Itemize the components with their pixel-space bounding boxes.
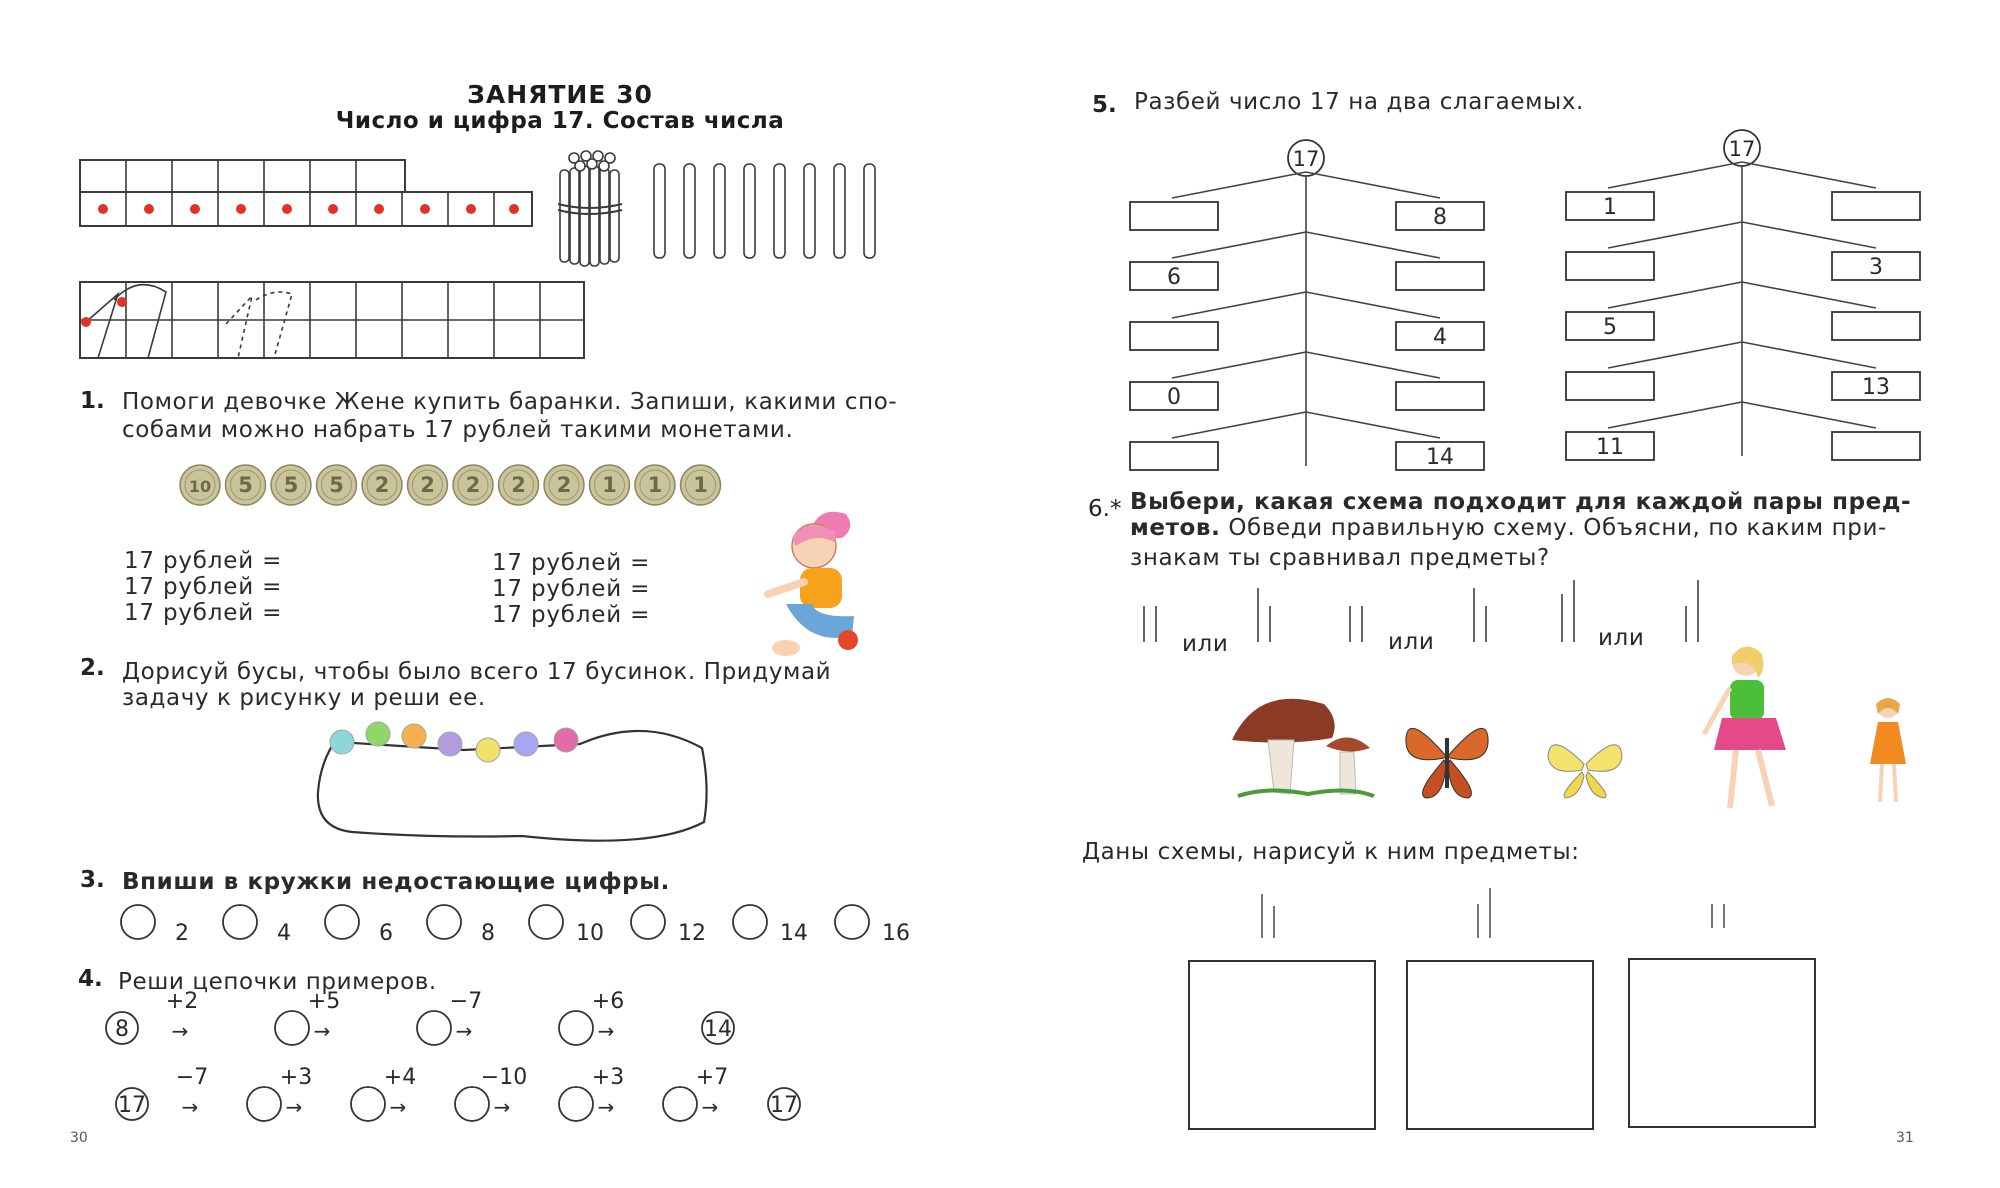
task6-line2-bold: метов. xyxy=(1130,515,1221,541)
small-girl-illustration xyxy=(1862,694,1916,812)
tree2-right-box xyxy=(1832,312,1920,340)
tree1-left-box xyxy=(1130,442,1218,470)
tree2-right-box xyxy=(1832,192,1920,220)
sequence-number: 8 xyxy=(481,921,495,946)
tree1-right-box xyxy=(1396,382,1484,410)
given-schemes xyxy=(1180,888,1740,948)
chain2-op: +4 xyxy=(383,1065,417,1090)
mushrooms-illustration xyxy=(1228,690,1378,810)
coin-value: 5 xyxy=(283,473,299,497)
coin-value: 2 xyxy=(420,473,435,497)
or-label-1: или xyxy=(1182,631,1229,657)
tree2-right-box xyxy=(1832,432,1920,460)
lesson-title: ЗАНЯТИЕ 30 xyxy=(467,80,653,109)
tree1-right-value: 14 xyxy=(1426,445,1454,470)
tree2-left-value: 1 xyxy=(1603,195,1617,220)
coin-value: 1 xyxy=(602,473,617,497)
rubles-right-1: 17 рублей = xyxy=(492,550,651,576)
tree1-right-value: 8 xyxy=(1433,205,1447,230)
tree1-branch xyxy=(1172,412,1306,438)
tree2-branch xyxy=(1742,402,1876,428)
tree1-branch xyxy=(1172,352,1306,378)
tree2-right-value: 3 xyxy=(1869,255,1883,280)
chain2-arrow: → xyxy=(701,1095,719,1119)
coin-value: 5 xyxy=(238,473,253,497)
tree1-branch xyxy=(1306,352,1440,378)
chain2-arrow: → xyxy=(493,1095,511,1119)
rubles-right-2: 17 рублей = xyxy=(492,576,651,602)
chain-1 xyxy=(100,990,740,1060)
chain2-arrow: → xyxy=(285,1095,303,1119)
coin-value: 2 xyxy=(556,473,572,497)
chain-2 xyxy=(110,1066,830,1136)
coin-value: 1 xyxy=(693,473,708,497)
chain2-arrow: → xyxy=(597,1095,615,1119)
tree1-branch xyxy=(1172,172,1306,198)
chain1-op: +2 xyxy=(165,989,199,1014)
sequence-number: 16 xyxy=(882,921,910,946)
chain1-empty-circle xyxy=(275,1011,309,1045)
chain1-op: +6 xyxy=(591,989,625,1014)
task2-line1: Дорисуй бусы, чтобы было всего 17 бусинок. Придумай xyxy=(122,659,832,685)
number-tree-2 xyxy=(1564,124,1934,464)
page-number-left: 30 xyxy=(70,1130,88,1146)
coin-value: 5 xyxy=(329,473,344,497)
page-number-right: 31 xyxy=(1896,1130,1914,1146)
bead-icon xyxy=(366,722,390,746)
chain1-op: +5 xyxy=(307,989,341,1014)
empty-circle xyxy=(835,905,869,939)
task6-line2 xyxy=(1130,514,1887,542)
rubles-left-3: 17 рублей = xyxy=(124,600,283,626)
empty-circle xyxy=(631,905,665,939)
coin-value: 1 xyxy=(647,473,663,497)
tree1-branch xyxy=(1306,232,1440,258)
task2-line2: задачу к рисунку и реши ее. xyxy=(122,685,486,711)
chain1-arrow: → xyxy=(455,1019,473,1043)
task1-line1: Помоги девочке Жене купить баранки. Запиши, какими спо- xyxy=(122,389,898,415)
tree1-branch xyxy=(1306,292,1440,318)
tree2-left-box xyxy=(1566,252,1654,280)
coin-value: 2 xyxy=(374,473,390,497)
chain1-start-value: 8 xyxy=(115,1017,129,1042)
bead-icon xyxy=(476,738,500,762)
tree2-branch xyxy=(1742,282,1876,308)
tree1-root-value: 17 xyxy=(1292,147,1320,171)
task3-text: Впиши в кружки недостающие цифры. xyxy=(122,869,670,895)
chain2-op: +3 xyxy=(279,1065,313,1090)
sequence-number: 10 xyxy=(576,921,604,946)
empty-circle xyxy=(529,905,563,939)
task6-line1: Выбери, какая схема подходит для каждой пары пред- xyxy=(1130,489,1912,515)
chain1-op: −7 xyxy=(449,989,483,1014)
chain2-op: +7 xyxy=(695,1065,729,1090)
coin-value: 2 xyxy=(511,473,526,497)
task3-number: 3. xyxy=(80,867,105,893)
sticks-bundle-icon xyxy=(556,150,626,268)
task3-circles xyxy=(112,900,910,946)
bead-icon xyxy=(514,732,538,756)
chain2-op: −7 xyxy=(175,1065,209,1090)
tree1-branch xyxy=(1306,412,1440,438)
big-butterfly-illustration xyxy=(1404,712,1490,802)
task1-line2: собами можно набрать 17 рублей такими монетами. xyxy=(122,417,794,443)
chain2-op: −10 xyxy=(480,1065,528,1090)
small-butterfly-illustration xyxy=(1544,730,1626,800)
drawing-box-3[interactable] xyxy=(1628,958,1816,1128)
chain1-end-value: 14 xyxy=(704,1017,732,1042)
empty-circle xyxy=(733,905,767,939)
drawing-box-2[interactable] xyxy=(1406,960,1594,1130)
chain2-empty-circle xyxy=(559,1087,593,1121)
rubles-right-3: 17 рублей = xyxy=(492,602,651,628)
tree2-root-value: 17 xyxy=(1728,137,1756,161)
given-schemes-text: Даны схемы, нарисуй к ним предметы: xyxy=(1082,839,1580,865)
chain2-end-value: 17 xyxy=(770,1093,798,1118)
tree1-right-box xyxy=(1396,262,1484,290)
task6-number: 6.* xyxy=(1088,496,1122,522)
empty-circle xyxy=(427,905,461,939)
drawing-box-1[interactable] xyxy=(1188,960,1376,1130)
sequence-number: 14 xyxy=(780,921,808,946)
lesson-subtitle: Число и цифра 17. Состав числа xyxy=(335,108,785,134)
chain2-op: +3 xyxy=(591,1065,625,1090)
empty-circle xyxy=(325,905,359,939)
bead-icon xyxy=(554,728,578,752)
chain2-arrow: → xyxy=(181,1095,199,1119)
tree2-branch xyxy=(1608,282,1742,308)
or-label-2: или xyxy=(1388,629,1435,655)
tree1-left-box xyxy=(1130,322,1218,350)
task6-line3: знакам ты сравнивал предметы? xyxy=(1130,545,1550,571)
tree2-branch xyxy=(1608,222,1742,248)
tree1-branch xyxy=(1306,172,1440,198)
chain2-start-value: 17 xyxy=(118,1093,146,1118)
number-tree-1 xyxy=(1128,134,1488,474)
chain2-empty-circle xyxy=(663,1087,697,1121)
chain1-empty-circle xyxy=(559,1011,593,1045)
rubles-left-1: 17 рублей = xyxy=(124,548,283,574)
sequence-number: 4 xyxy=(277,921,291,946)
task4-text: Реши цепочки примеров. xyxy=(118,969,437,995)
tree2-left-value: 11 xyxy=(1596,435,1624,460)
tree1-branch xyxy=(1172,292,1306,318)
sequence-number: 12 xyxy=(678,921,706,946)
bead-icon xyxy=(330,730,354,754)
tree2-left-value: 5 xyxy=(1603,315,1617,340)
bead-icon xyxy=(438,732,462,756)
chain2-empty-circle xyxy=(455,1087,489,1121)
single-sticks-icon xyxy=(650,162,900,262)
tree2-branch xyxy=(1608,402,1742,428)
coin-value: 2 xyxy=(465,473,481,497)
tree1-left-box xyxy=(1130,202,1218,230)
tree2-branch xyxy=(1608,162,1742,188)
chain1-arrow: → xyxy=(171,1019,189,1043)
task2-number: 2. xyxy=(80,655,105,681)
counting-grid xyxy=(78,158,538,230)
tree2-branch xyxy=(1608,342,1742,368)
task6-line2-rest: Обведи правильную схему. Объясни, по каким при- xyxy=(1220,515,1887,541)
rubles-left-2: 17 рублей = xyxy=(124,574,283,600)
chain2-arrow: → xyxy=(389,1095,407,1119)
or-label-3: или xyxy=(1598,625,1645,651)
tree1-branch xyxy=(1172,232,1306,258)
tree1-left-value: 6 xyxy=(1167,265,1181,290)
tree2-right-value: 13 xyxy=(1862,375,1890,400)
tree2-branch xyxy=(1742,222,1876,248)
coin-value: 10 xyxy=(188,477,212,496)
coins-row xyxy=(178,462,818,508)
beads-necklace xyxy=(312,718,712,852)
tree1-right-value: 4 xyxy=(1433,325,1447,350)
chain1-arrow: → xyxy=(313,1019,331,1043)
sequence-number: 6 xyxy=(379,921,393,946)
empty-circle xyxy=(223,905,257,939)
tree1-left-value: 0 xyxy=(1167,385,1181,410)
chain1-empty-circle xyxy=(417,1011,451,1045)
chain1-arrow: → xyxy=(597,1019,615,1043)
task4-number: 4. xyxy=(78,966,103,992)
tree2-left-box xyxy=(1566,372,1654,400)
girl-illustration xyxy=(756,508,866,660)
task1-number: 1. xyxy=(80,388,105,414)
task5-text: Разбей число 17 на два слагаемых. xyxy=(1134,89,1584,115)
sequence-number: 2 xyxy=(175,921,189,946)
chain2-empty-circle xyxy=(247,1087,281,1121)
tree2-branch xyxy=(1742,342,1876,368)
handwriting-grid xyxy=(78,280,588,362)
big-girl-illustration xyxy=(1696,638,1806,824)
chain2-empty-circle xyxy=(351,1087,385,1121)
tree2-branch xyxy=(1742,162,1876,188)
bead-icon xyxy=(402,724,426,748)
empty-circle xyxy=(121,905,155,939)
task5-number: 5. xyxy=(1092,92,1117,118)
